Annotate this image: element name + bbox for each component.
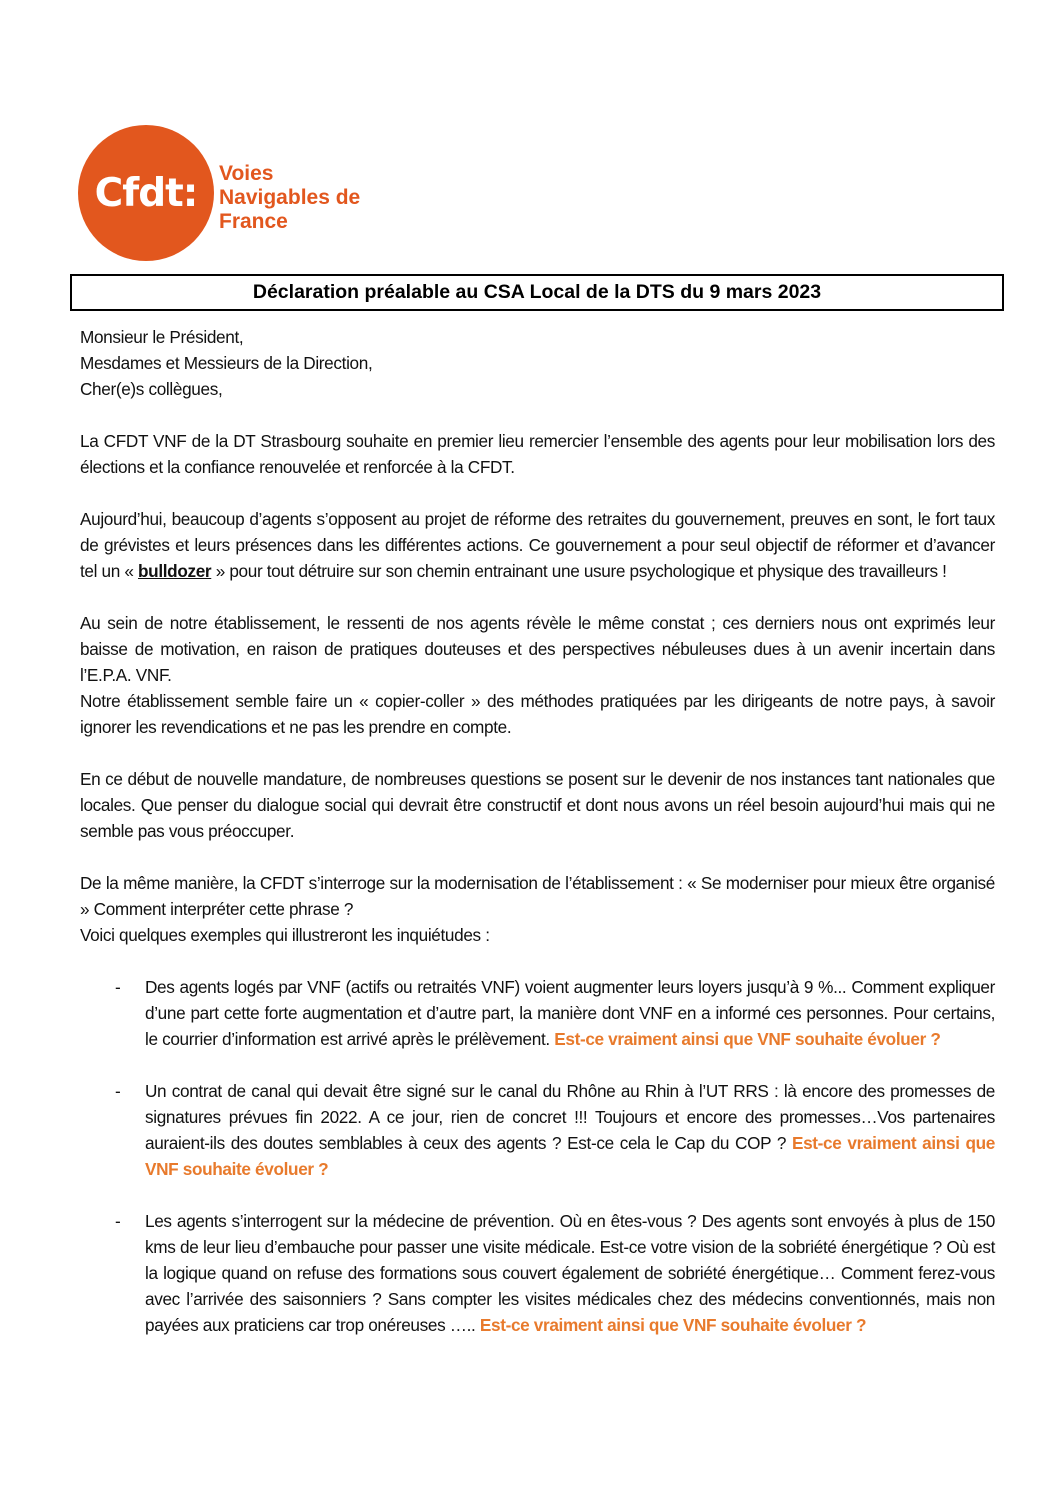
- salutation: [80, 324, 995, 402]
- title-box: [70, 274, 1004, 311]
- list-item-text: Des agents logés par VNF (actifs ou retraités VNF) voient augmenter leurs loyers jusqu’à 9 %... Comment expliquer d’une part cette forte augmentation et d’autre part, la manière dont VNF en a informé ces personnes. Pour certains, le courrier d’information est arrivé après le prélèvement.: [145, 977, 995, 1049]
- paragraph-modernisation: De la même manière, la CFDT s’interroge sur la modernisation de l’établissement : « Se moderniser pour mieux être organisé » Comment interpréter cette phrase ?: [80, 873, 995, 919]
- logo-mark: Cfdt:: [94, 170, 198, 216]
- list-item-text: Les agents s’interrogent sur la médecine de prévention. Où en êtes-vous ? Des agents sont envoyés à plus de 150 kms de leur lieu d’embauche pour passer une visite médicale. Est-ce votre vision de la sobriété énergétique ? Où est la logique quand on refuse des formations sous couvert également de sobriété énergétique… Comment ferez-vous avec l’arrivée des saisonniers ? Sans compter les visites médicales chez des médecins conventionnés, mais non payées aux praticiens car trop onéreuses …..: [145, 1211, 995, 1335]
- document-body: [80, 324, 995, 1338]
- emphasis-bulldozer: bulldozer: [138, 561, 212, 581]
- list-item: [80, 974, 995, 1052]
- list-item: [80, 1208, 995, 1338]
- concerns-list: [80, 974, 995, 1338]
- organization-name-line: Navigables de: [219, 186, 361, 209]
- bullet-dash-icon: -: [115, 1081, 121, 1101]
- bullet-dash-icon: -: [115, 977, 121, 997]
- list-item-highlight: Est-ce vraiment ainsi que VNF souhaite évoluer ?: [554, 1029, 941, 1049]
- document-title: Déclaration préalable au CSA Local de la DTS du 9 mars 2023: [252, 281, 822, 303]
- paragraph-social-dialogue: En ce début de nouvelle mandature, de nombreuses questions se posent sur le devenir de nos instances tant nationales que locales. Que penser du dialogue social qui devrait être constructif et dont nous avons un réel besoin aujourd’hui mais qui ne semble pas vous préoccuper.: [80, 769, 995, 841]
- paragraph-copy-paste: Notre établissement semble faire un « copier-coller » des méthodes pratiquées par les dirigeants de notre pays, à savoir ignorer les revendications et ne pas les prendre en compte.: [80, 691, 995, 737]
- paragraph-text: Aujourd’hui, beaucoup d’agents s’opposent au projet de réforme des retraites du gouvernement, preuves en sont, le fort taux de grévistes et leurs présences dans les différentes actions. Ce gouvernement a pour seul objectif de réformer et d’avancer tel un «: [80, 509, 995, 581]
- paragraph-thanks: La CFDT VNF de la DT Strasbourg souhaite en premier lieu remercier l’ensemble des agents pour leur mobilisation lors des élections et la confiance renouvelée et renforcée à la CFDT.: [80, 431, 995, 477]
- organization-name-line: France: [219, 210, 288, 233]
- bullet-dash-icon: -: [115, 1211, 121, 1231]
- organization-name-line: Voies: [219, 162, 274, 185]
- paragraph-text: » pour tout détruire sur son chemin entrainant une usure psychologique et physique des travailleurs !: [211, 561, 947, 581]
- list-item-text: Un contrat de canal qui devait être signé sur le canal du Rhône au Rhin à l’UT RRS : là encore des promesses de signatures prévues fin 2022. A ce jour, rien de concret !!! Toujours et encore des promesses…Vos partenaires auraient-ils des doutes semblables à ceux des agents ? Est-ce cela le Cap du COP ?: [145, 1081, 995, 1153]
- paragraph-motivation: Au sein de notre établissement, le ressenti de nos agents révèle le même constat ; ces derniers nous ont exprimés leur baisse de motivation, en raison de pratiques douteuses et des perspectives nébuleuses dues à un avenir incertain dans l’E.P.A. VNF.: [80, 613, 995, 685]
- cfdt-logo-circle: [78, 125, 214, 261]
- list-item: [80, 1078, 995, 1182]
- salutation-line: Mesdames et Messieurs de la Direction,: [80, 353, 373, 373]
- salutation-line: Cher(e)s collègues,: [80, 379, 223, 399]
- cfdt-logo: [78, 125, 361, 261]
- paragraph-examples-intro: Voici quelques exemples qui illustreront les inquiétudes :: [80, 925, 490, 945]
- list-item-highlight: Est-ce vraiment ainsi que VNF souhaite évoluer ?: [479, 1315, 867, 1335]
- salutation-line: Monsieur le Président,: [80, 327, 244, 347]
- organization-name: [219, 162, 360, 234]
- paragraph-pension-reform: [80, 506, 995, 584]
- list-item-highlight: Est-ce vraiment ainsi que VNF souhaite évoluer ?: [145, 1133, 995, 1179]
